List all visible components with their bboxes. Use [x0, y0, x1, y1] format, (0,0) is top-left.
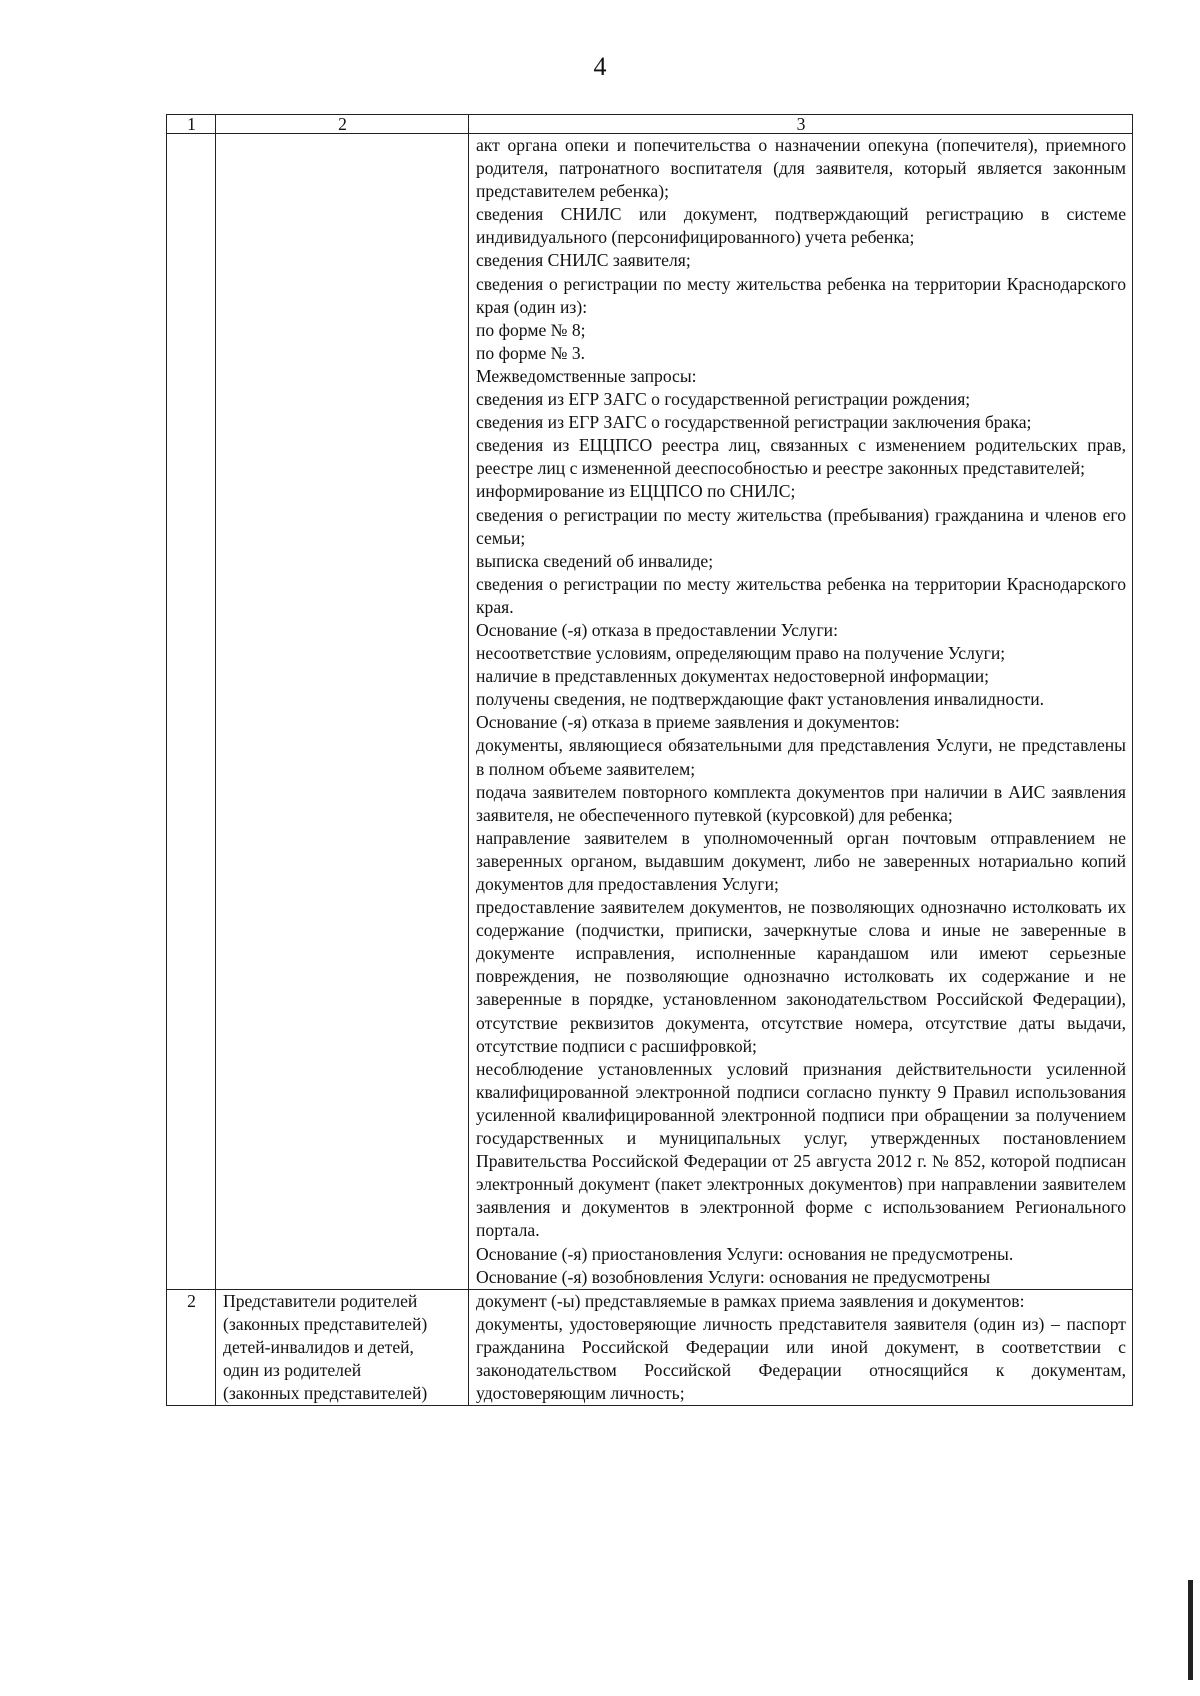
- cell-paragraph: сведения о регистрации по месту жительства (пребывания) гражданина и членов его семьи;: [476, 504, 1126, 548]
- cell-paragraph: сведения о регистрации по месту жительства ребенка на территории Краснодарского края (один из):: [476, 273, 1126, 317]
- cell-paragraph: получены сведения, не подтверждающие факт установления инвалидности.: [476, 689, 1045, 710]
- table-header-row: [167, 115, 1133, 134]
- cell-paragraph: (законных представителей): [223, 1383, 428, 1404]
- cell-paragraph: один из родителей: [223, 1359, 362, 1380]
- cell-paragraph: акт органа опеки и попечительства о назначении опекуна (попечителя), приемного родителя, патронатного воспитателя (для заявителя, который является законным представителем ребенка);: [476, 135, 1126, 202]
- row-number: [167, 134, 216, 1290]
- header-col-2: 2: [216, 115, 469, 134]
- header-col-1: 1: [167, 115, 216, 134]
- cell-paragraph: направление заявителем в уполномоченный орган почтовым отправлением не заверенных органом, выдавшим документ, либо не заверенных нотариально копий документов для предоставления Услуги;: [476, 827, 1126, 894]
- cell-paragraph: сведения СНИЛС или документ, подтверждающий регистрацию в системе индивидуального (персонифицированного) учета ребенка;: [476, 204, 1126, 248]
- cell-paragraph: Основание (-я) отказа в приеме заявления и документов:: [476, 712, 900, 733]
- cell-paragraph: Представители родителей: [223, 1290, 418, 1311]
- cell-paragraph: сведения о регистрации по месту жительства ребенка на территории Краснодарского края.: [476, 573, 1126, 617]
- services-table: [166, 114, 1133, 1406]
- applicant-category: [216, 1289, 469, 1405]
- requirements-text: [469, 134, 1133, 1290]
- scan-edge-mark: [1188, 1580, 1193, 1680]
- cell-paragraph: Основание (-я) приостановления Услуги: основания не предусмотрены.: [476, 1243, 1014, 1264]
- cell-paragraph: по форме № 8;: [476, 319, 586, 340]
- cell-paragraph: предоставление заявителем документов, не позволяющих однозначно истолковать их содержание (подчистки, приписки, зачеркнутые слова и иные не заверенные в документе исправления, исполненные карандашом или имеют серьезные повреждения, не позволяющие однозначно истолковать их содержание и не заверенные в порядке, установленном законодательством Российской Федерации), отсутствие реквизитов документа, отсутствие номера, отсутствие даты выдачи, отсутствие подписи с расшифровкой;: [476, 897, 1126, 1056]
- cell-paragraph: детей-инвалидов и детей,: [223, 1336, 414, 1357]
- cell-paragraph: наличие в представленных документах недостоверной информации;: [476, 666, 989, 687]
- cell-paragraph: сведения из ЕЦЦПСО реестра лиц, связанных с изменением родительских прав, реестре лиц с измененной дееспособностью и реестре законных представителей;: [476, 435, 1126, 479]
- header-col-3: 3: [469, 115, 1133, 134]
- cell-paragraph: Основание (-я) возобновления Услуги: основания не предусмотрены: [476, 1266, 991, 1287]
- applicant-category: [216, 134, 469, 1290]
- cell-paragraph: выписка сведений об инвалиде;: [476, 550, 714, 571]
- cell-paragraph: информирование из ЕЦЦПСО по СНИЛС;: [476, 481, 796, 502]
- page-number: 4: [593, 52, 607, 81]
- cell-paragraph: Основание (-я) отказа в предоставлении Услуги:: [476, 619, 838, 640]
- cell-paragraph: (законных представителей): [223, 1313, 428, 1334]
- cell-paragraph: подача заявителем повторного комплекта документов при наличии в АИС заявления заявителя, не обеспеченного путевкой (курсовкой) для ребенка;: [476, 781, 1126, 825]
- cell-paragraph: документы, удостоверяющие личность представителя заявителя (один из) – паспорт гражданина Российской Федерации или иной документ, в соответствии с законодательством Российской Федерации относящийся к документам, удостоверяющим личность;: [476, 1313, 1126, 1404]
- cell-paragraph: несоответствие условиям, определяющим право на получение Услуги;: [476, 643, 1006, 664]
- cell-paragraph: документы, являющиеся обязательными для представления Услуги, не представлены в полном объеме заявителем;: [476, 735, 1126, 779]
- row-number: 2: [167, 1289, 216, 1405]
- cell-paragraph: документ (-ы) представляемые в рамках приема заявления и документов:: [476, 1290, 1025, 1311]
- table-row: [167, 1289, 1133, 1405]
- cell-paragraph: несоблюдение установленных условий признания действительности усиленной квалифицированной электронной подписи согласно пункту 9 Правил использования усиленной квалифицированной электронной подписи при обращении за получением государственных и муниципальных услуг, утвержденных постановлением Правительства Российской Федерации от 25 августа 2012 г. № 852, которой подписан электронный документ (пакет электронных документов) при направлении заявителем заявления и документов в электронной форме с использованием Регионального портала.: [476, 1058, 1126, 1241]
- cell-paragraph: сведения из ЕГР ЗАГС о государственной регистрации рождения;: [476, 389, 971, 410]
- cell-paragraph: по форме № 3.: [476, 342, 586, 363]
- cell-paragraph: Межведомственные запросы:: [476, 365, 697, 386]
- cell-paragraph: сведения из ЕГР ЗАГС о государственной регистрации заключения брака;: [476, 412, 1032, 433]
- table-row: [167, 134, 1133, 1290]
- cell-paragraph: сведения СНИЛС заявителя;: [476, 250, 691, 271]
- requirements-text: [469, 1289, 1133, 1405]
